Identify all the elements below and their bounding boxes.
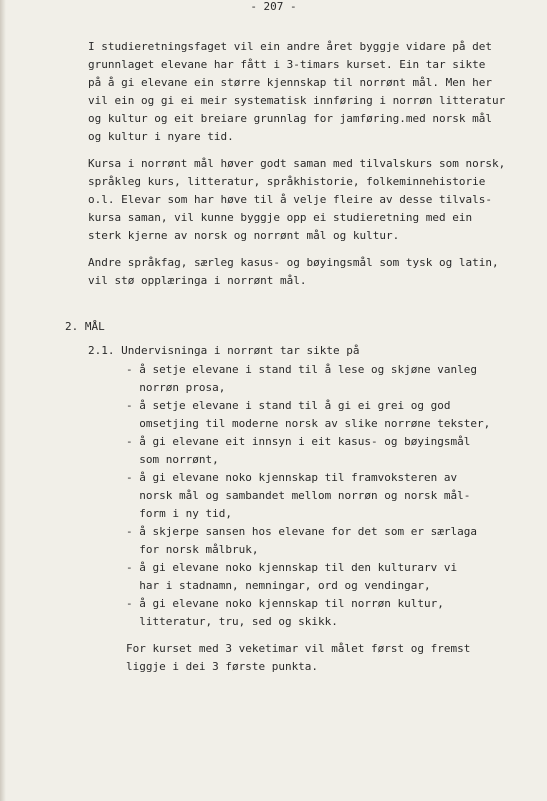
text-line: språkleg kurs, litteratur, språkhistorie, folkeminnehistorie (88, 175, 486, 188)
text-line: vil stø opplæringa i norrønt mål. (88, 274, 307, 287)
text-line: har i stadnamn, nemningar, ord og vendingar, (126, 579, 431, 592)
text-line: omsetjing til moderne norsk av slike norrøne tekster, (126, 417, 491, 430)
text-line: sterk kjerne av norsk og norrønt mål og kultur. (88, 229, 400, 242)
text-line: - å gi elevane noko kjennskap til den kulturarv vi (126, 561, 458, 574)
text-line: vil ein og gi ei meir systematisk innføring i norrøn litteratur (88, 94, 506, 107)
text-line: norrøn prosa, (126, 381, 226, 394)
page-edge-shadow (0, 0, 6, 801)
text-line: 2. MÅL (65, 320, 105, 333)
text-line: - å gi elevane noko kjennskap til norrøn kultur, (126, 597, 444, 610)
text-line: I studieretningsfaget vil ein andre året byggje vidare på det (88, 40, 492, 53)
text-line: grunnlaget elevane har fått i 3-timars kurset. Ein tar sikte (88, 58, 486, 71)
text-line: Kursa i norrønt mål høver godt saman med tilvalskurs som norsk, (88, 157, 506, 170)
text-line: o.l. Elevar som har høve til å velje fleire av desse tilvals- (88, 193, 492, 206)
text-line: form i ny tid, (126, 507, 232, 520)
text-line: for norsk målbruk, (126, 543, 259, 556)
text-line: - å setje elevane i stand til å lese og skjøne vanleg (126, 363, 477, 376)
text-line: og kultur og eit breiare grunnlag for jamføring.med norsk mål (88, 112, 492, 125)
text-line: - å gi elevane noko kjennskap til framvoksteren av (126, 471, 458, 484)
text-line: - å setje elevane i stand til å gi ei grei og god (126, 399, 451, 412)
text-line: på å gi elevane ein større kjennskap til norrønt mål. Men her (88, 76, 492, 89)
text-line: som norrønt, (126, 453, 219, 466)
text-line: Andre språkfag, særleg kasus- og bøyingsmål som tysk og latin, (88, 256, 499, 269)
text-line: kursa saman, vil kunne byggje opp ei studieretning med ein (88, 211, 473, 224)
text-line: 2.1. Undervisninga i norrønt tar sikte på (88, 344, 360, 357)
text-line: - å gi elevane eit innsyn i eit kasus- og bøyingsmål (126, 435, 471, 448)
text-line: og kultur i nyare tid. (88, 130, 234, 143)
page-number: - 207 - (250, 0, 297, 13)
text-line: For kurset med 3 veketimar vil målet først og fremst (126, 642, 471, 655)
text-line: - å skjerpe sansen hos elevane for det som er særlaga (126, 525, 477, 538)
text-line: liggje i dei 3 første punkta. (126, 660, 319, 673)
text-line: litteratur, tru, sed og skikk. (126, 615, 338, 628)
text-line: norsk mål og sambandet mellom norrøn og norsk mål- (126, 489, 471, 502)
